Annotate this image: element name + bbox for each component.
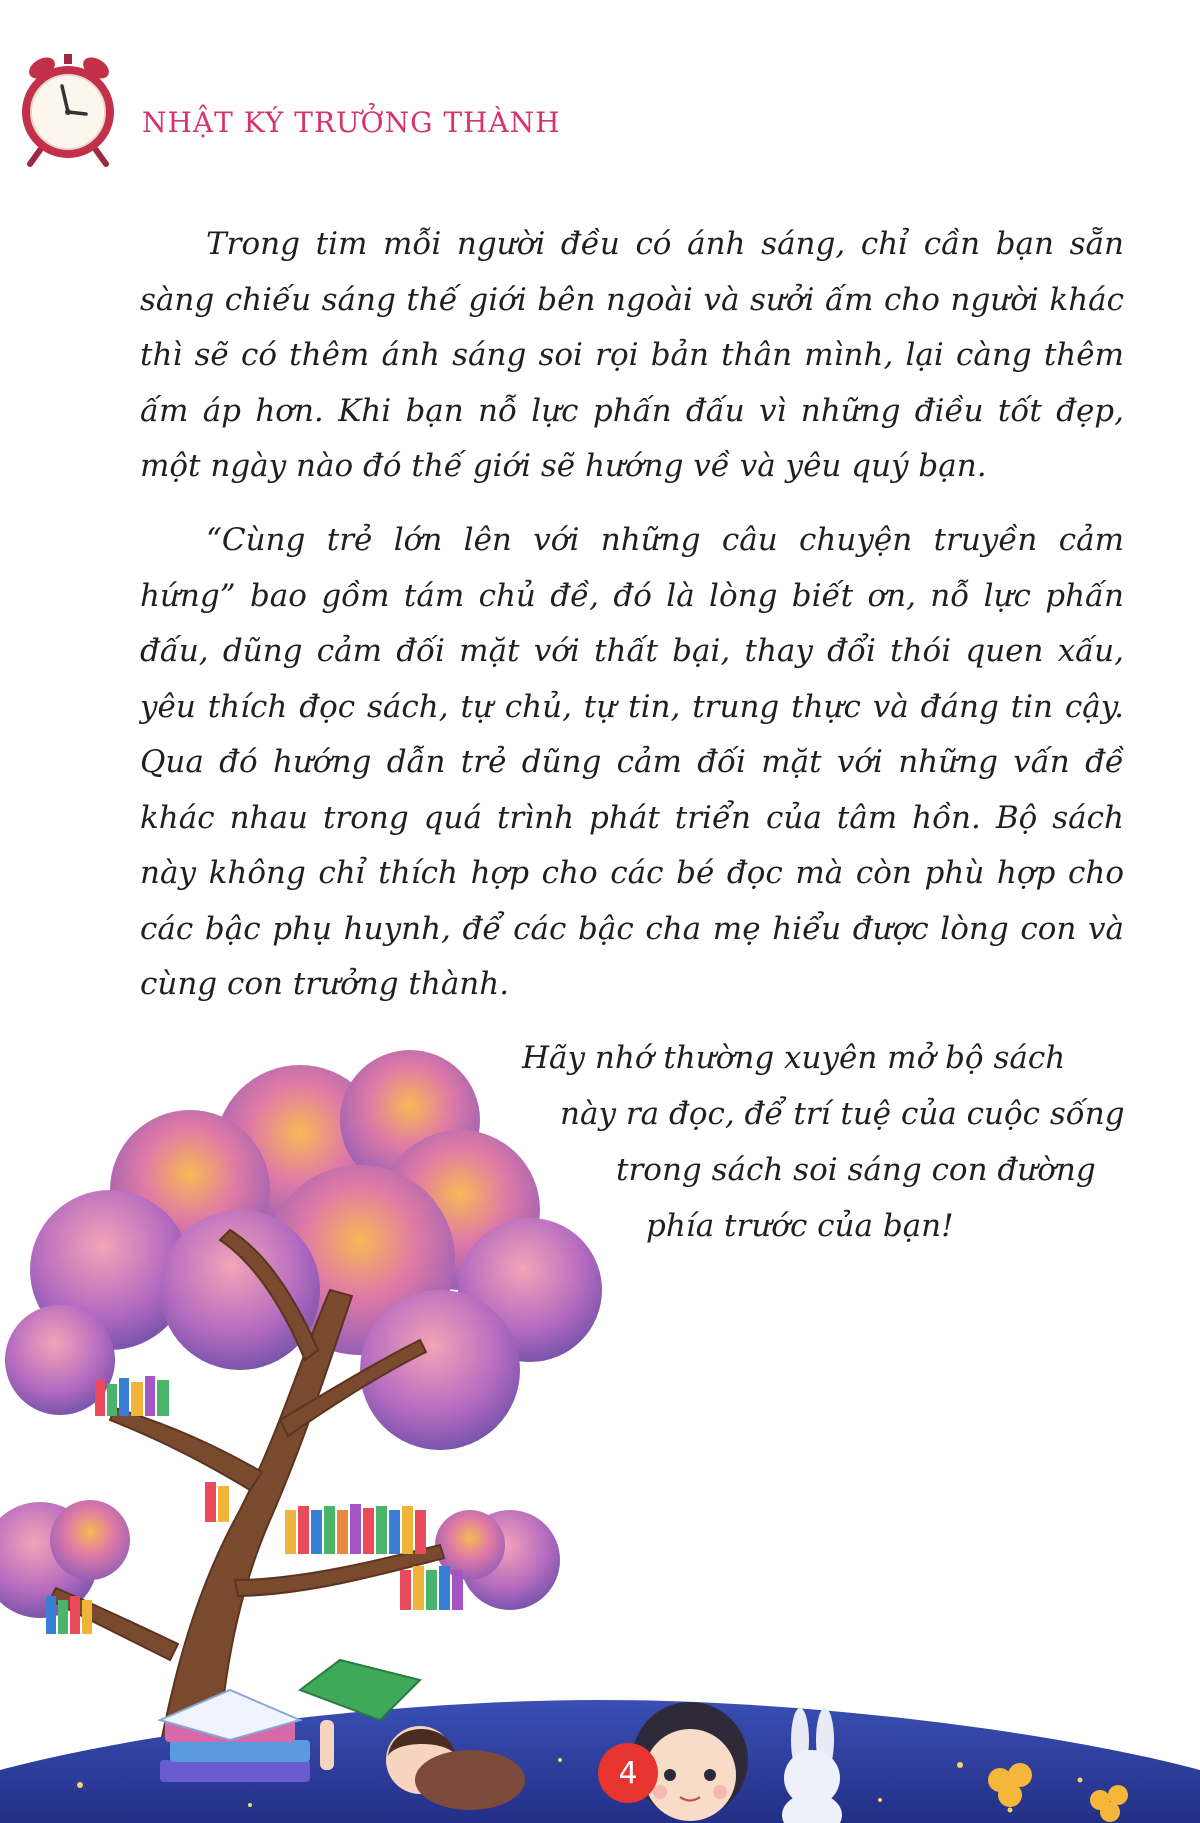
page-number-badge <box>598 1743 658 1803</box>
closing-line-4: phía trước của bạn! <box>646 1208 954 1244</box>
closing-line-2: này ra đọc, để trí tuệ của cuộc sống <box>560 1096 1125 1132</box>
body-paragraph-1: Trong tim mỗi người đều có ánh sáng, chỉ cần bạn sẵn sàng chiếu sáng thế giới bên ngoài và sưởi ấm cho người khác thì sẽ có thêm ánh sáng soi rọi bản thân mình, lại càng thêm ấm áp hơn. Khi bạn nỗ lực phấn đấu vì những điều tốt đẹp, một ngày nào đó thế giới sẽ hướng về và yêu quý bạn. <box>140 226 1124 484</box>
body-paragraph-2: “Cùng trẻ lớn lên với những câu chuyện truyền cảm hứng” bao gồm tám chủ đề, đó là lòng biết ơn, nỗ lực phấn đấu, dũng cảm đối mặt với thất bại, thay đổi thói quen xấu, yêu thích đọc sách, tự chủ, tự tin, trung thực và đáng tin cậy. Qua đó hướng dẫn trẻ dũng cảm đối mặt với những vấn đề khác nhau trong quá trình phát triển của tâm hồn. Bộ sách này không chỉ thích hợp cho các bé đọc mà còn phù hợp cho các bậc phụ huynh, để các bậc cha mẹ hiểu được lòng con và cùng con trưởng thành. <box>140 522 1124 1002</box>
running-header-title: NHẬT KÝ TRƯỞNG THÀNH <box>142 106 561 139</box>
page-number: 4 <box>618 1755 638 1791</box>
alarm-clock-icon <box>12 50 124 168</box>
closing-line-3: trong sách soi sáng con đường <box>616 1152 1096 1188</box>
closing-line-1: Hãy nhớ thường xuyên mở bộ sách <box>522 1040 1066 1076</box>
